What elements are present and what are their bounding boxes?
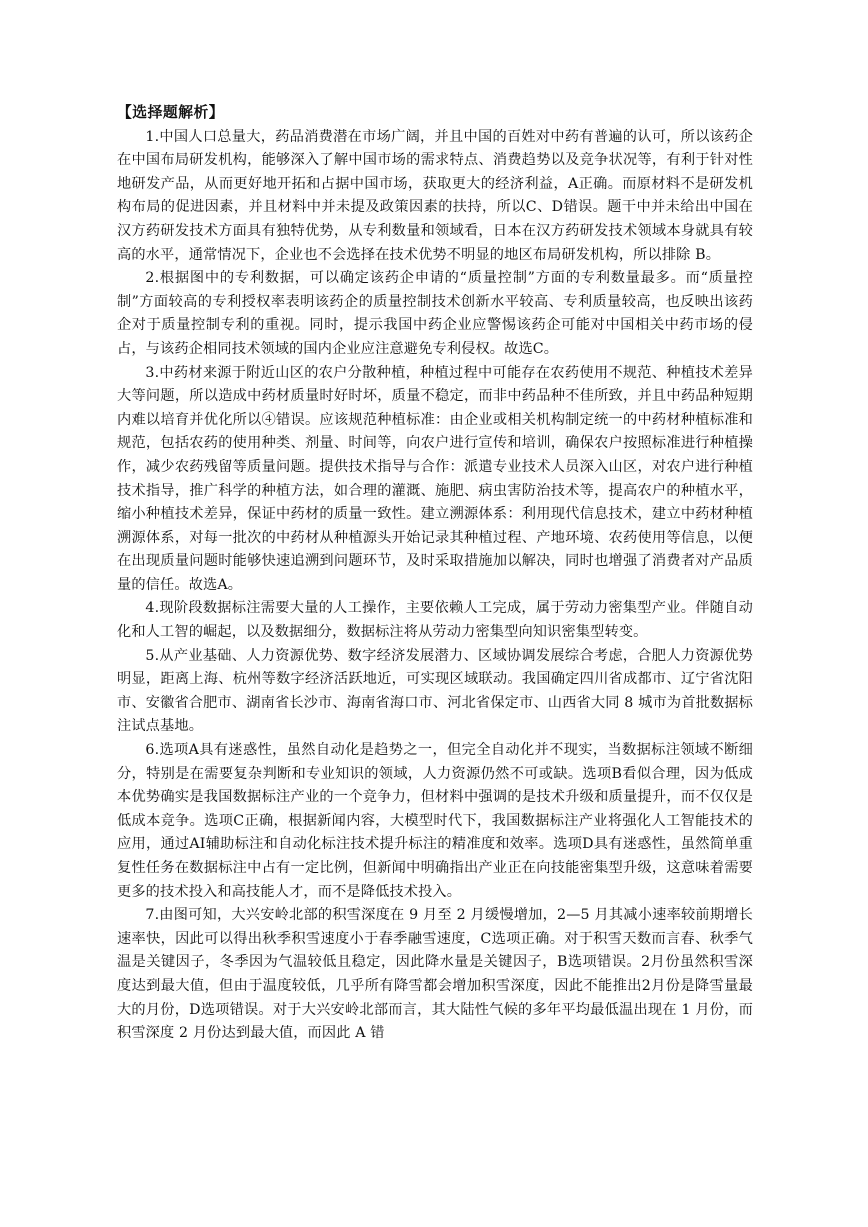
answer-paragraph-6: 6.选项A具有迷惑性，虽然自动化是趋势之一，但完全自动化并不现实，当数据标注领域不断细分，特别是在需要复杂判断和专业知识的领域，人力资源仍然不可或缺。选项B看似合理，因为低成本优势确实是我国数据标注产业的一个竞争力，但材料中强调的是技术升级和质量提升，而不仅仅是低成本竞争。选项C正确，根据新闻内容，大模型时代下，我国数据标注产业将强化人工智能技术的应用，通过AI辅助标注和自动化标注技术提升标注的精准度和效率。选项D具有迷惑性，虽然简单重复性任务在数据标注中占有一定比例，但新闻中明确指出产业正在向技能密集型升级，这意味着需要更多的技术投入和高技能人才，而不是降低技术投入。	[117, 742, 753, 900]
answer-paragraph-2: 2.根据图中的专利数据，可以确定该药企申请的“质量控制”方面的专利数量最多。而“质量控制”方面较高的专利授权率表明该药企的质量控制技术创新水平较高、专利质量较高，也反映出该药企对于质量控制专利的重视。同时，提示我国中药企业应警惕该药企可能对中国相关中药市场的侵占，与该药企相同技术领域的国内企业应注意避免专利侵权。故选C。	[117, 270, 753, 357]
answer-paragraph-7: 7.由图可知，大兴安岭北部的积雪深度在 9 月至 2 月缓慢增加，2—5 月其减小速率较前期增长速率快，因此可以得出秋季积雪速度小于春季融雪速度，C选项正确。对于积雪天数而言春、秋季气温是关键因子，冬季因为气温较低且稳定，因此降水量是关键因子，B选项错误。2月份虽然积雪深度达到最大值，但由于温度较低，几乎所有降雪都会增加积雪深度，因此不能推出2月份是降雪量最大的月份，D选项错误。对于大兴安岭北部而言，其大陆性气候的多年平均最低温出现在 1 月份，而积雪深度 2 月份达到最大值，而因此 A 错	[117, 907, 753, 1042]
answer-paragraph-1: 1.中国人口总量大，药品消费潜在市场广阔，并且中国的百姓对中药有普遍的认可，所以该药企在中国布局研发机构，能够深入了解中国市场的需求特点、消费趋势以及竞争状况等，有利于针对性地研发产品，从而更好地开拓和占据中国市场，获取更大的经济利益，A正确。而原材料不是研发机构布局的促进因素，并且材料中并未提及政策因素的扶持，所以C、D错误。题干中并未给出中国在汉方药研发技术方面具有独特优势，从专利数量和领域看，日本在汉方药研发技术领域本身就具有较高的水平，通常情况下，企业也不会选择在技术优势不明显的地区布局研发机构，所以排除 B。	[117, 128, 753, 263]
document-body	[117, 101, 753, 1046]
answer-paragraph-5: 5.从产业基础、人力资源优势、数字经济发展潜力、区域协调发展综合考虑，合肥人力资源优势明显，距离上海、杭州等数字经济活跃地近，可实现区域联动。我国确定四川省成都市、辽宁省沈阳市、安徽省合肥市、湖南省长沙市、海南省海口市、河北省保定市、山西省大同 8 城市为首批数据标注试点基地。	[117, 647, 753, 735]
answer-paragraph-3: 3.中药材来源于附近山区的农户分散种植，种植过程中可能存在农药使用不规范、种植技术差异大等问题，所以造成中药材质量时好时坏，质量不稳定，而非中药品种不佳所致，并且中药品种短期内难以培育并优化所以④错误。应该规范种植标准：由企业或相关机构制定统一的中药材种植标准和规范，包括农药的使用种类、剂量、时间等，向农户进行宣传和培训，确保农户按照标准进行种植操作，减少农药残留等质量问题。提供技术指导与合作：派遣专业技术人员深入山区，对农户进行种植技术指导，推广科学的种植方法，如合理的灌溉、施肥、病虫害防治技术等，提高农户的种植水平，缩小种植技术差异，保证中药材的质量一致性。建立溯源体系：利用现代信息技术，建立中药材种植溯源体系，对每一批次的中药材从种植源头开始记录其种植过程、产地环境、农药使用等信息，以便在出现质量问题时能够快速追溯到问题环节，及时采取措施加以解决，同时也增强了消费者对产品质量的信任。故选A。	[117, 364, 753, 593]
section-heading: 【选择题解析】	[117, 104, 225, 121]
answer-paragraph-4: 4.现阶段数据标注需要大量的人工操作，主要依赖人工完成，属于劳动力密集型产业。伴随自动化和人工智的崛起，以及数据细分，数据标注将从劳动力密集型向知识密集型转变。	[117, 600, 753, 641]
